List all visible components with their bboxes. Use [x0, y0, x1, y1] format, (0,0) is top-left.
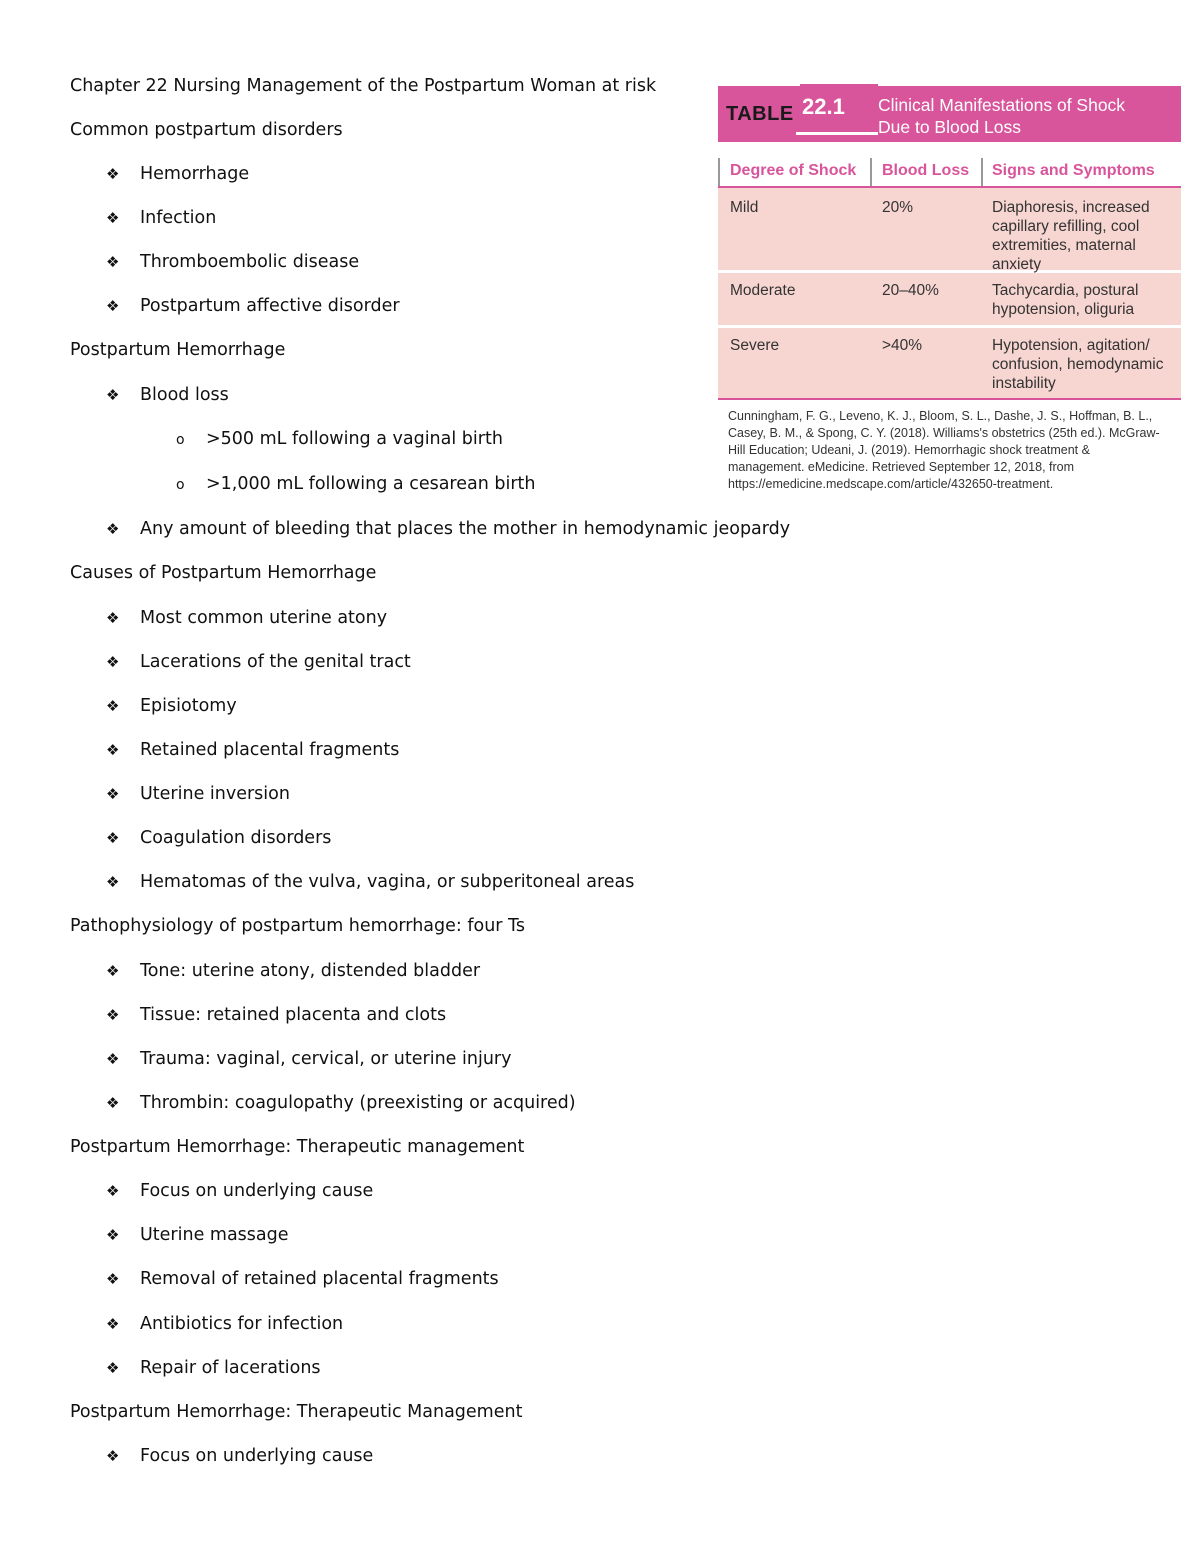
list-item — [106, 295, 400, 317]
list-item-text: Focus on underlying cause — [140, 1181, 374, 1201]
section-heading: Postpartum Hemorrhage: Therapeutic Management — [70, 1402, 523, 1422]
diamond-star-bullet-icon: ❖ — [106, 209, 120, 227]
list-item — [106, 163, 249, 185]
list-item — [106, 1048, 511, 1070]
column-divider — [718, 158, 720, 186]
list-item-text: Most common uterine atony — [140, 608, 388, 628]
diamond-star-bullet-icon: ❖ — [106, 253, 120, 271]
circle-bullet-icon: o — [176, 432, 185, 448]
list-item-text: Blood loss — [140, 385, 229, 405]
table-cell-degree: Severe — [730, 337, 780, 354]
list-item — [106, 384, 229, 406]
list-item-text: Any amount of bleeding that places the mother in hemodynamic jeopardy — [140, 519, 791, 539]
list-item-text: Repair of lacerations — [140, 1358, 321, 1378]
diamond-star-bullet-icon: ❖ — [106, 1182, 120, 1200]
list-item — [106, 1224, 289, 1246]
diamond-star-bullet-icon: ❖ — [106, 741, 120, 759]
list-item — [106, 518, 790, 540]
table-header-banner — [718, 86, 1181, 142]
table-row — [718, 188, 1181, 273]
list-item-text: Coagulation disorders — [140, 828, 332, 848]
list-item — [106, 251, 359, 273]
table-cell-degree: Mild — [730, 199, 759, 216]
list-item — [106, 651, 411, 673]
table-bottom-rule — [718, 398, 1181, 400]
section-heading: Causes of Postpartum Hemorrhage — [70, 563, 377, 583]
table-label: TABLE — [718, 94, 804, 134]
list-item-text: Focus on underlying cause — [140, 1446, 374, 1466]
list-item — [106, 783, 290, 805]
column-header: Degree of Shock — [730, 162, 857, 179]
list-item-text: Thrombin: coagulopathy (preexisting or acquired) — [140, 1093, 576, 1113]
list-item — [106, 1268, 499, 1290]
diamond-star-bullet-icon: ❖ — [106, 609, 120, 627]
diamond-star-bullet-icon: ❖ — [106, 962, 120, 980]
table-column-headers — [718, 158, 1181, 188]
list-item-text: Tissue: retained placenta and clots — [140, 1005, 447, 1025]
list-item-text: Uterine massage — [140, 1225, 289, 1245]
list-item — [106, 1313, 343, 1335]
list-item — [106, 960, 480, 982]
list-item-text: Hematomas of the vulva, vagina, or subperitoneal areas — [140, 872, 635, 892]
list-item-text: Hemorrhage — [140, 164, 250, 184]
list-item-text: Lacerations of the genital tract — [140, 652, 411, 672]
table-cell-loss: 20–40% — [882, 282, 939, 299]
diamond-star-bullet-icon: ❖ — [106, 653, 120, 671]
table-cell-signs: Hypotension, agitation/ confusion, hemodynamic instability — [992, 337, 1164, 392]
list-item-text: Infection — [140, 208, 217, 228]
column-header: Blood Loss — [882, 162, 970, 179]
sub-list-item — [176, 473, 536, 496]
list-item-text: Thromboembolic disease — [140, 252, 360, 272]
list-item — [106, 1092, 576, 1114]
diamond-star-bullet-icon: ❖ — [106, 297, 120, 315]
shock-table-figure — [718, 86, 1181, 493]
section-heading: Postpartum Hemorrhage: Therapeutic management — [70, 1137, 525, 1157]
diamond-star-bullet-icon: ❖ — [106, 1447, 120, 1465]
section-heading: Postpartum Hemorrhage — [70, 340, 286, 360]
circle-bullet-icon: o — [176, 477, 185, 493]
table-cell-loss: 20% — [882, 199, 914, 216]
list-item-text: Uterine inversion — [140, 784, 290, 804]
table-title-line: Clinical Manifestations of Shock — [878, 95, 1126, 115]
list-item — [106, 1445, 373, 1467]
table-row — [718, 273, 1181, 328]
table-cell-loss: >40% — [882, 337, 923, 354]
diamond-star-bullet-icon: ❖ — [106, 165, 120, 183]
diamond-star-bullet-icon: ❖ — [106, 1270, 120, 1288]
sub-list-item-text: >1,000 mL following a cesarean birth — [206, 474, 536, 494]
diamond-star-bullet-icon: ❖ — [106, 1359, 120, 1377]
list-item-text: Tone: uterine atony, distended bladder — [140, 961, 481, 981]
table-cell-signs: Tachycardia, postural hypotension, oliguria — [992, 282, 1139, 318]
diamond-star-bullet-icon: ❖ — [106, 785, 120, 803]
list-item-text: Antibiotics for infection — [140, 1314, 344, 1334]
diamond-star-bullet-icon: ❖ — [106, 829, 120, 847]
table-title — [878, 94, 1125, 138]
table-citation: Cunningham, F. G., Leveno, K. J., Bloom, S. L., Dashe, J. S., Hoffman, B. L., Casey, B. M., & Spong, C. Y. (2018). Williams's obstetrics (25th ed.). McGraw-Hill Education; Udeani, J. (2019). Hemorrhagic shock treatment & management. eMedicine. Retrieved September 12, 2018, from https://emedicine.medscape.com/article/432650-treatment. — [728, 409, 1160, 491]
diamond-star-bullet-icon: ❖ — [106, 520, 120, 538]
list-item — [106, 607, 387, 629]
section-heading: Common postpartum disorders — [70, 120, 343, 140]
table-title-line: Due to Blood Loss — [878, 117, 1022, 137]
diamond-star-bullet-icon: ❖ — [106, 1315, 120, 1333]
list-item-text: Trauma: vaginal, cervical, or uterine injury — [140, 1049, 512, 1069]
sub-list-item-text: >500 mL following a vaginal birth — [206, 429, 503, 449]
column-divider — [981, 158, 983, 186]
diamond-star-bullet-icon: ❖ — [106, 1050, 120, 1068]
diamond-star-bullet-icon: ❖ — [106, 1006, 120, 1024]
diamond-star-bullet-icon: ❖ — [106, 697, 120, 715]
diamond-star-bullet-icon: ❖ — [106, 1226, 120, 1244]
table-number: 22.1 — [796, 86, 878, 135]
list-item — [106, 1004, 446, 1026]
table-cell-degree: Moderate — [730, 282, 796, 299]
diamond-star-bullet-icon: ❖ — [106, 1094, 120, 1112]
list-item — [106, 695, 237, 717]
list-item-text: Postpartum affective disorder — [140, 296, 400, 316]
sub-list-item — [176, 428, 503, 451]
section-heading: Pathophysiology of postpartum hemorrhage: four Ts — [70, 916, 525, 936]
diamond-star-bullet-icon: ❖ — [106, 386, 120, 404]
list-item — [106, 1357, 321, 1379]
column-divider — [870, 158, 872, 186]
list-item — [106, 871, 634, 893]
list-item — [106, 827, 331, 849]
list-item-text: Episiotomy — [140, 696, 237, 716]
diamond-star-bullet-icon: ❖ — [106, 873, 120, 891]
list-item-text: Retained placental fragments — [140, 740, 400, 760]
list-item — [106, 207, 216, 229]
column-header: Signs and Symptoms — [992, 162, 1155, 179]
table-row — [718, 328, 1181, 398]
list-item — [106, 1180, 373, 1202]
table-cell-signs: Diaphoresis, increased capillary refilling, cool extremities, maternal anxiety — [992, 199, 1150, 273]
page-title: Chapter 22 Nursing Management of the Postpartum Woman at risk — [70, 76, 657, 96]
list-item-text: Removal of retained placental fragments — [140, 1269, 499, 1289]
list-item — [106, 739, 399, 761]
